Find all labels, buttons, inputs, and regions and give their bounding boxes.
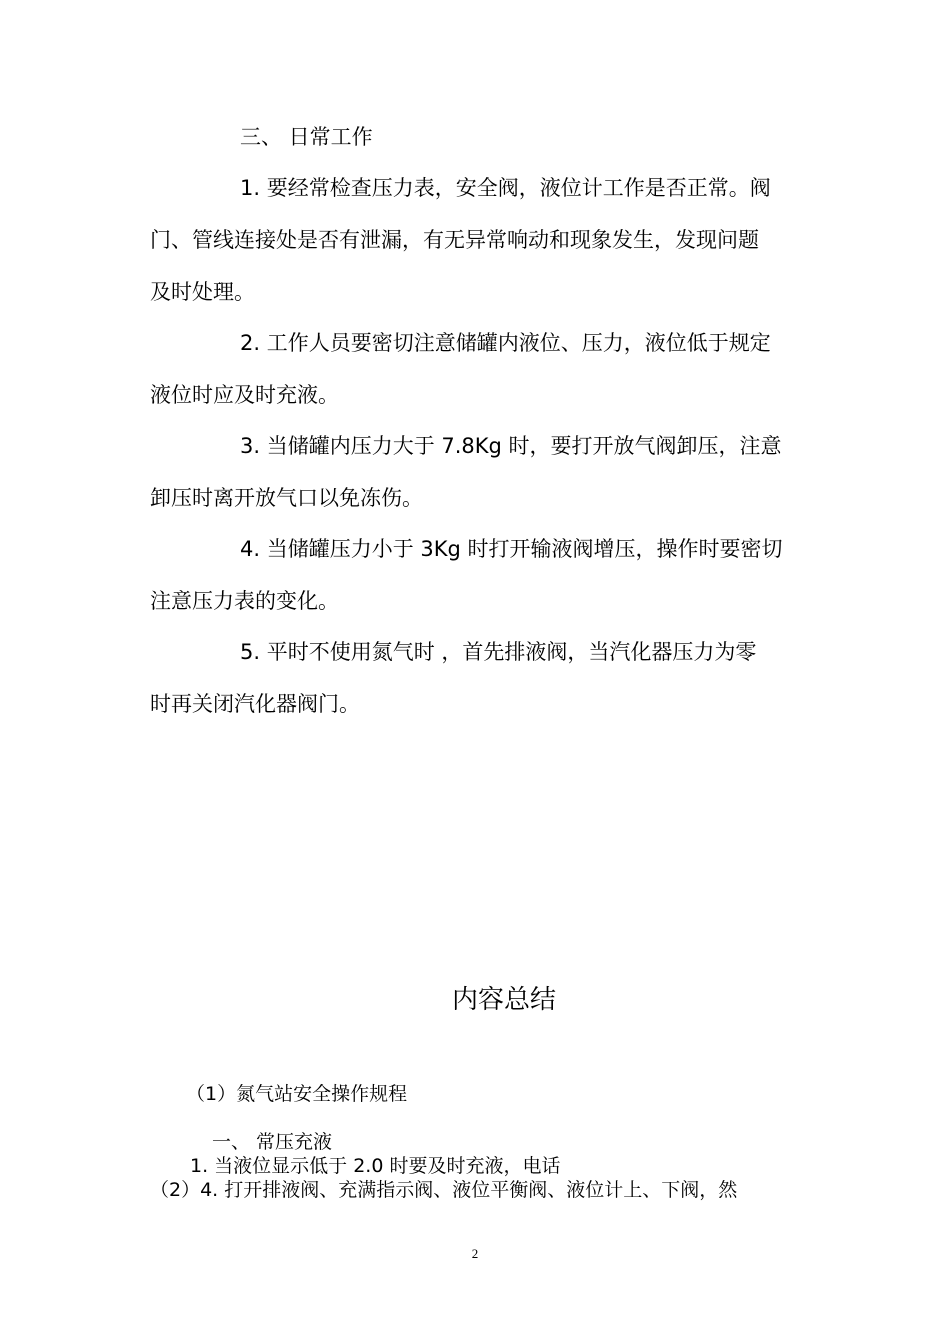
item-5-line-1: 5. 平时不使用氮气时 ，首先排液阀，当汽化器压力为零 xyxy=(240,640,757,664)
item-4-line-2: 注意压力表的变化。 xyxy=(150,589,339,613)
item-1-line-2: 门、管线连接处是否有泄漏，有无异常响动和现象发生，发现问题 xyxy=(150,228,759,252)
item-1-line-3: 及时处理。 xyxy=(150,280,255,304)
item-1-line-1: 1. 要经常检查压力表，安全阀，液位计工作是否正常。阀 xyxy=(240,176,771,200)
item-5-line-2: 时再关闭汽化器阀门。 xyxy=(150,692,360,716)
item-2-line-1: 2. 工作人员要密切注意储罐内液位、压力，液位低于规定 xyxy=(240,331,771,355)
item-2-line-2: 液位时应及时充液。 xyxy=(150,383,339,407)
summary-title: 内容总结 xyxy=(451,985,556,1015)
page-number: 2 xyxy=(471,1246,479,1261)
item-3-line-1: 3. 当储罐内压力大于 7.8Kg 时，要打开放气阀卸压，注意 xyxy=(240,434,782,458)
summary-line-3: 1. 当液位显示低于 2.0 时要及时充液，电话 xyxy=(190,1155,561,1177)
item-3-line-2: 卸压时离开放气口以免冻伤。 xyxy=(150,486,423,510)
item-4-line-1: 4. 当储罐压力小于 3Kg 时打开输液阀增压，操作时要密切 xyxy=(240,537,783,561)
summary-line-1: （1）氮气站安全操作规程 xyxy=(186,1083,408,1105)
summary-line-2: 一、 常压充液 xyxy=(212,1131,333,1153)
summary-line-4: （2）4. 打开排液阀、充满指示阀、液位平衡阀、液位计上、下阀，然 xyxy=(150,1179,738,1201)
section-three-heading: 三、 日常工作 xyxy=(240,125,373,149)
